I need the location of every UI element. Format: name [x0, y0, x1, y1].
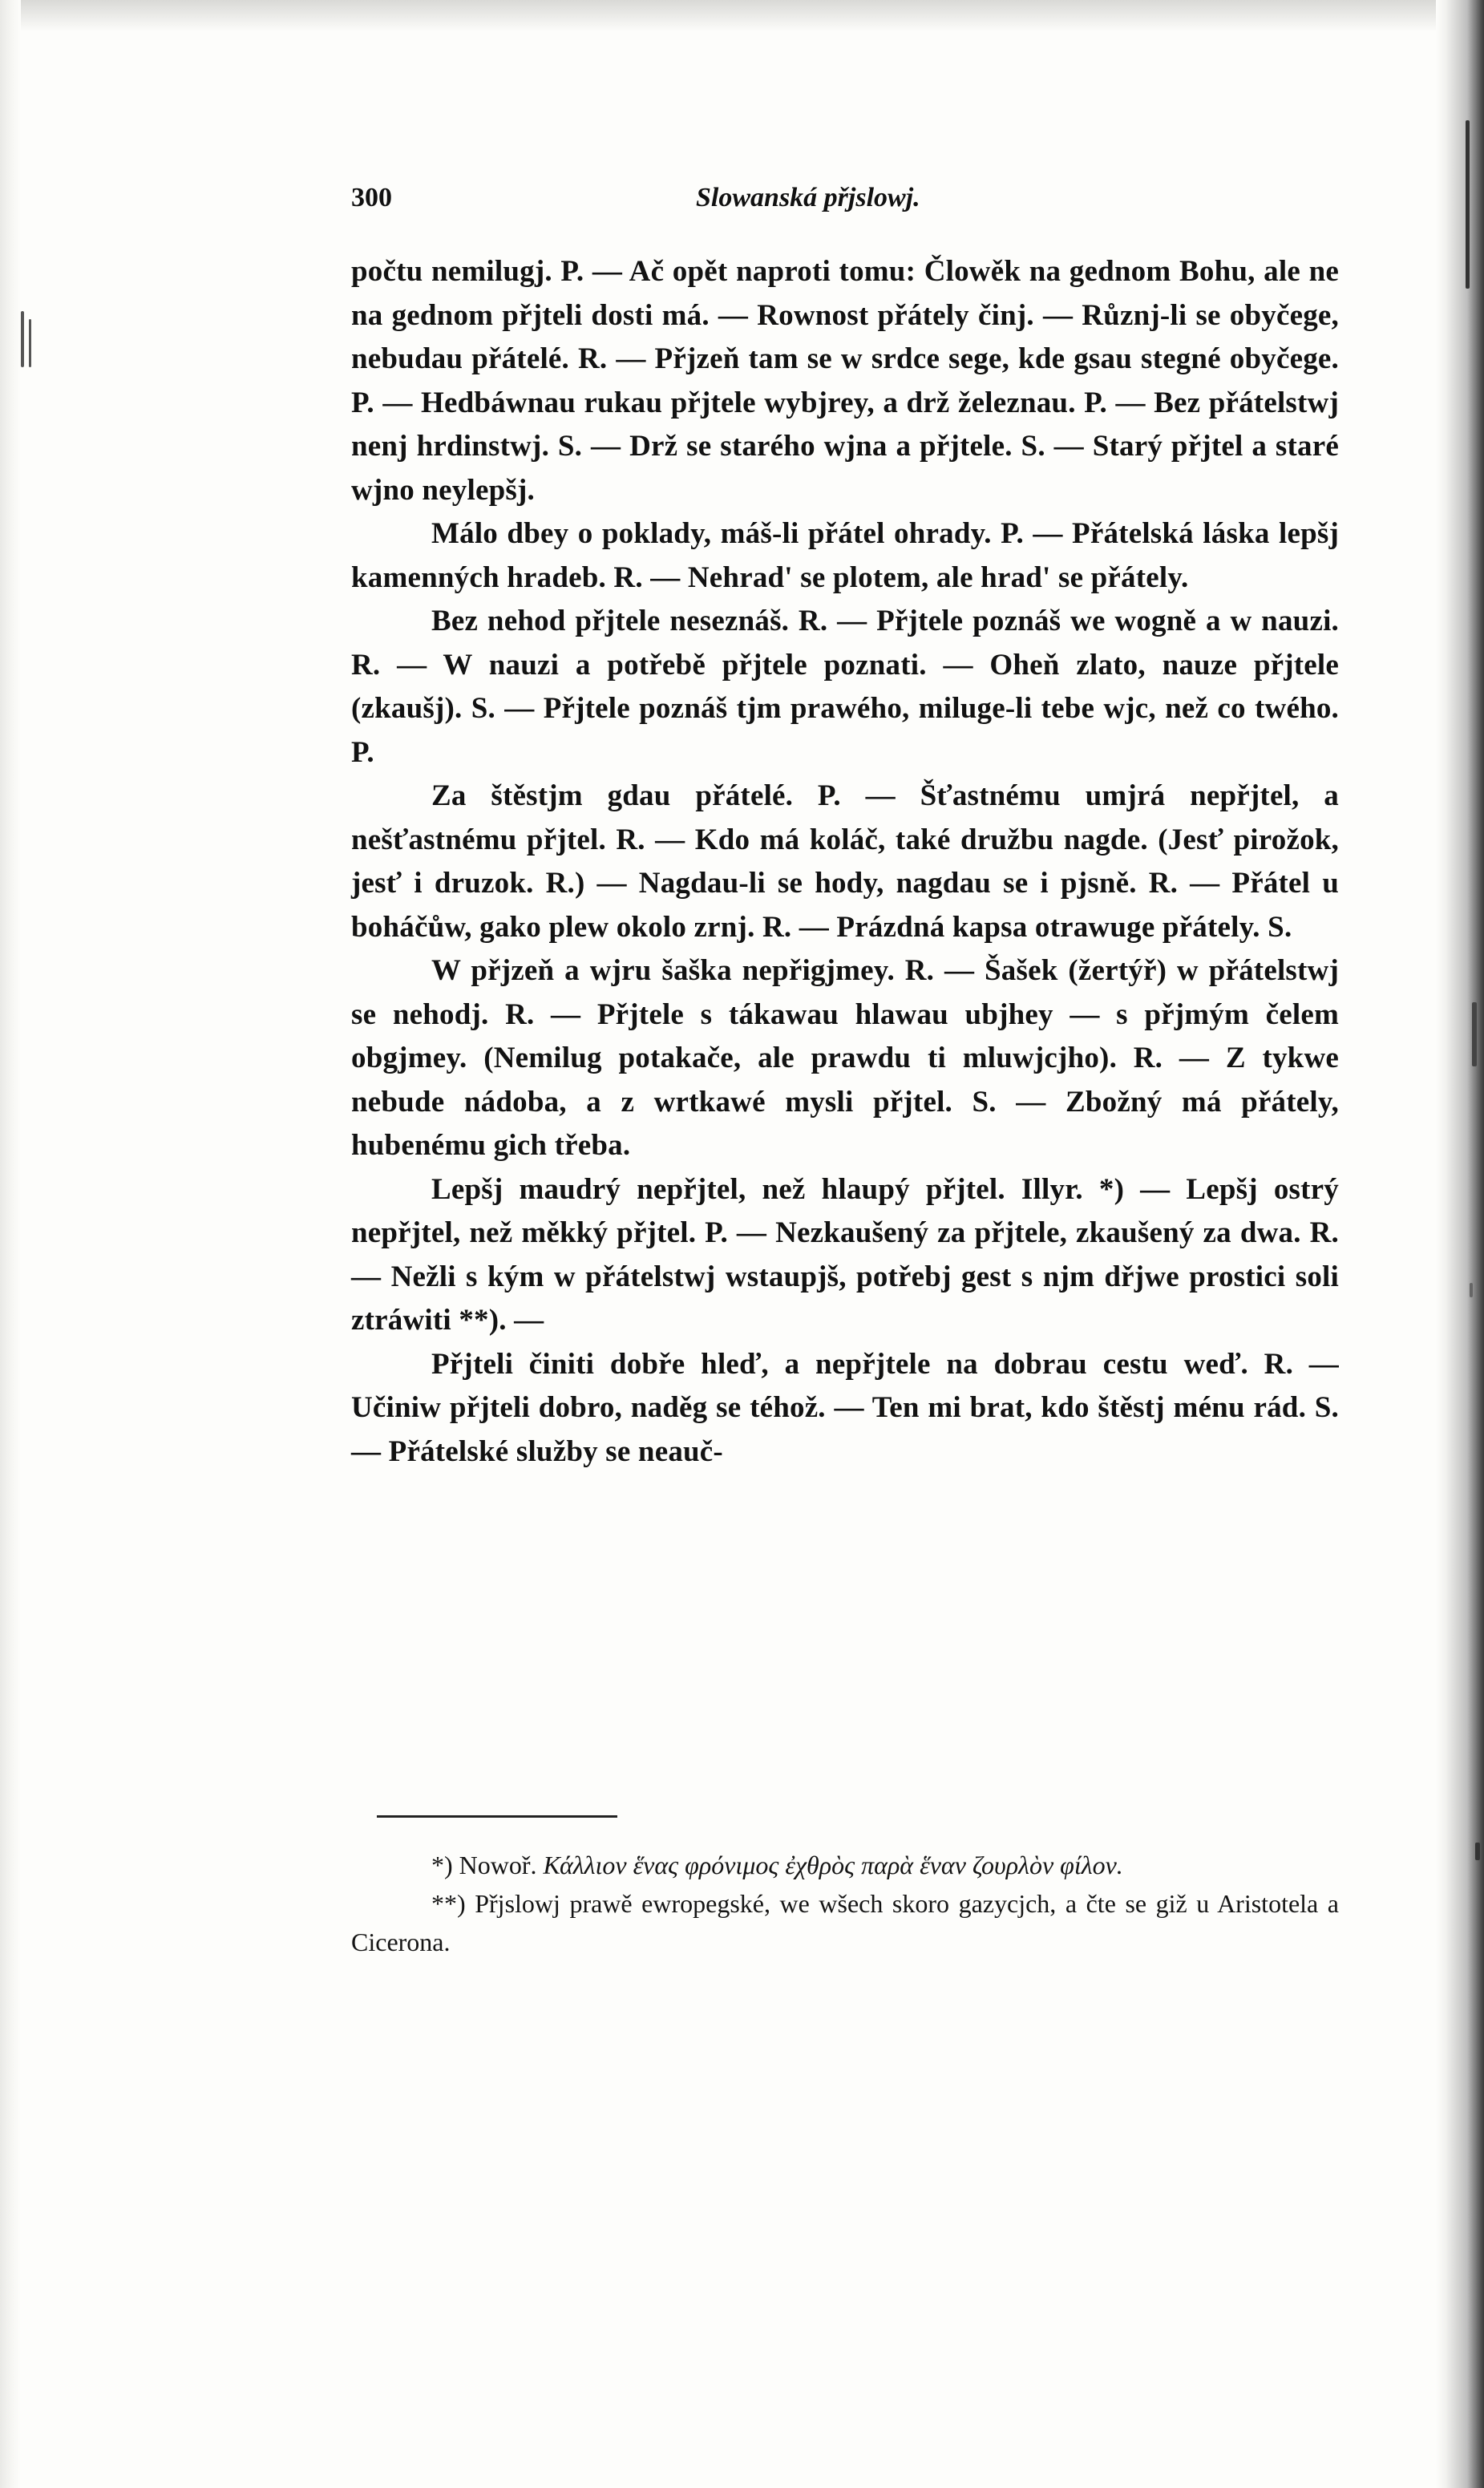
main-text: [351, 250, 1339, 1474]
scan-edge-left: [0, 0, 21, 2488]
scan-mark: [21, 311, 24, 367]
footnote-greek-text: Κάλλιον ἕνας φρόνιμος ἐχθρὸς παρὰ ἕναν ζουρλὸν φίλον.: [543, 1851, 1123, 1879]
paragraph: Málo dbey o poklady, máš-li přátel ohrady. P. — Přátelská láska lepšj kamenných hradeb. R. — Nehrad' se plotem, ale hrad' se přátely.: [351, 517, 1339, 594]
paragraph: Lepšj maudrý nepřjtel, než hlaupý přjtel. Illyr. *) — Lepšj ostrý nepřjtel, než měkký přjtel. P. — Nezkaušený za přjtele, zkaušený za dwa. R. — Nežli s kým w přátelstwj wstaupjš, potřebj gest s njm dřjwe prostici soli ztráwiti **). —: [351, 1172, 1339, 1337]
page-header: [351, 183, 1353, 231]
footnote: [351, 1884, 1339, 1961]
paragraph: Bez nehod přjtele neseznáš. R. — Přjtele poznáš we wogně a w nauzi. R. — W nauzi a potřebě přjtele poznati. — Oheň zlato, nauze přjtele (zkaušj). S. — Přjtele poznáš tjm prawého, miluge-li tebe wjc, než co twého. P.: [351, 605, 1339, 769]
paragraph: W přjzeň a wjru šaška nepřigjmey. R. — Šašek (žertýř) w přátelstwj se nehodj. R. — Přjtele s tákawau hlawau ubjhey — s přjmým čelem obgjmey. (Nemilug potakače, ale prawdu ti mluwjcjho). R. — Z tykwe nebude nádoba, a z wrtkawé mysli přjtel. S. — Zbožný má přátely, hubenému gich třeba.: [351, 954, 1339, 1162]
paragraph: Za štěstjm gdau přátelé. P. — Šťastnému umjrá nepřjtel, a nešťastnému přjtel. R. — Kdo má koláč, také družbu nagde. (Jesť pirožok, jesť i druzok. R.) — Nagdau-li se hody, nagdau se i pjsně. R. — Přátel u boháčůw, gako plew okolo zrnj. R. — Prázdná kapsa otrawuge přátely. S.: [351, 779, 1339, 944]
footnotes: [351, 1846, 1339, 1961]
scan-mark: [1475, 1843, 1480, 1860]
paragraph: počtu nemilugj. P. — Ač opět naproti tomu: Člowěk na gednom Bohu, ale ne na gednom přjteli dosti má. — Rownost přátely činj. — Různj-li se obyčege, nebudau přátelé. R. — Přjzeň tam se w srdce sege, kde gsau stegné obyčege. P. — Hedbáwnau rukau přjtele wybjrey, a drž železnau. P. — Bez přátelstwj nenj hrdinstwj. S. — Drž se starého wjna a přjtele. S. — Starý přjtel a staré wjno neylepšj.: [351, 255, 1339, 507]
scan-mark: [29, 319, 31, 367]
footnote: [351, 1846, 1339, 1884]
footnote-rule: [377, 1815, 617, 1818]
scan-shadow-top: [0, 0, 1484, 32]
scan-mark: [1466, 120, 1470, 289]
scan-mark: [1472, 1002, 1477, 1066]
footnote-text: Přjslowj prawě ewropegské, we wšech skoro gazycjch, a čte se giž u Aristotela a Cicerona.: [351, 1889, 1340, 1956]
footnote-marker: **): [431, 1889, 466, 1918]
scan-mark: [1470, 1283, 1473, 1297]
page-number: 300: [351, 183, 392, 212]
running-title: Slowanská přjslowj.: [696, 183, 920, 212]
footnote-marker: *) Nowoř.: [431, 1851, 537, 1879]
scan-edge-right: [1436, 0, 1484, 2488]
paragraph: Přjteli činiti dobře hleď, a nepřjtele na dobrau cestu weď. R. — Učiniw přjteli dobro, naděg se téhož. — Ten mi brat, kdo štěstj ménu rád. S. — Přátelské služby se neauč-: [351, 1347, 1339, 1468]
